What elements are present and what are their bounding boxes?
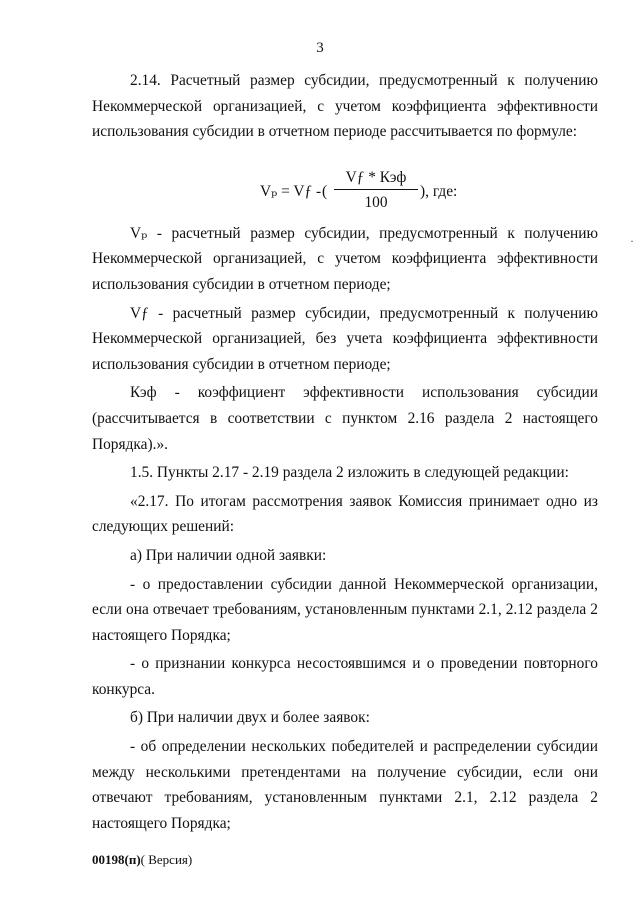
document-footer [92, 852, 192, 868]
formula [92, 153, 598, 215]
item-b: б) При наличии двух и более заявок: [130, 709, 370, 727]
paragraph-2-14: 2.14. Расчетный размер субсидии, предусмотренный к получению Некоммерческой организацией, с учетом коэффициента эффективности использования субсидии в отчетном периоде рассчитывается по формуле: [92, 72, 598, 141]
definition-vp: Vₚ - расчетный размер субсидии, предусмотренный к получению Некоммерческой организацией, с учетом коэффициента эффективности использования субсидии в отчетном периоде; [92, 224, 598, 293]
formula-rhs: ), где: [420, 182, 458, 200]
item-b-1: - об определении нескольких победителей и распределении субсидии между несколькими претендентами на получение субсидии, если они отвечают требованиям, установленным пунктами 2.1, 2.12 раздела 2 настоящего Порядка; [92, 738, 598, 832]
page-number: 3 [316, 40, 324, 56]
item-a: а) При наличии одной заявки: [130, 546, 327, 564]
formula-fraction [334, 169, 418, 213]
paragraph-2-17: «2.17. По итогам рассмотрения заявок Комиссия принимает одно из следующих решений: [92, 492, 598, 536]
document-code: 00198(п) [92, 852, 141, 867]
document-version: ( Версия) [140, 852, 193, 867]
document-body [92, 68, 598, 839]
formula-lhs: Vₚ = Vƒ - [260, 182, 322, 200]
formula-numerator: Vƒ * Кэф [334, 169, 418, 190]
paragraph-1-5: 1.5. Пункты 2.17 - 2.19 раздела 2 изложить в следующей редакции: [130, 464, 569, 482]
formula-denominator: 100 [364, 193, 388, 211]
formula-open-paren: ( [322, 182, 328, 200]
margin-mark: · [630, 234, 634, 248]
item-a-1: - о предоставлении субсидии данной Некоммерческой организации, если она отвечает требованиям, установленным пунктами 2.1, 2.12 раздела 2 настоящего Порядка; [92, 575, 598, 644]
definition-kef: Кэф - коэффициент эффективности использования субсидии (рассчитывается в соответствии с пунктом 2.16 раздела 2 настоящего Порядка).». [92, 384, 598, 453]
definition-vf: Vƒ - расчетный размер субсидии, предусмотренный к получению Некоммерческой организацией, без учета коэффициента эффективности использования субсидии в отчетном периоде; [92, 304, 598, 373]
item-a-2: - о признании конкурса несостоявшимся и о проведении повторного конкурса. [92, 655, 598, 698]
